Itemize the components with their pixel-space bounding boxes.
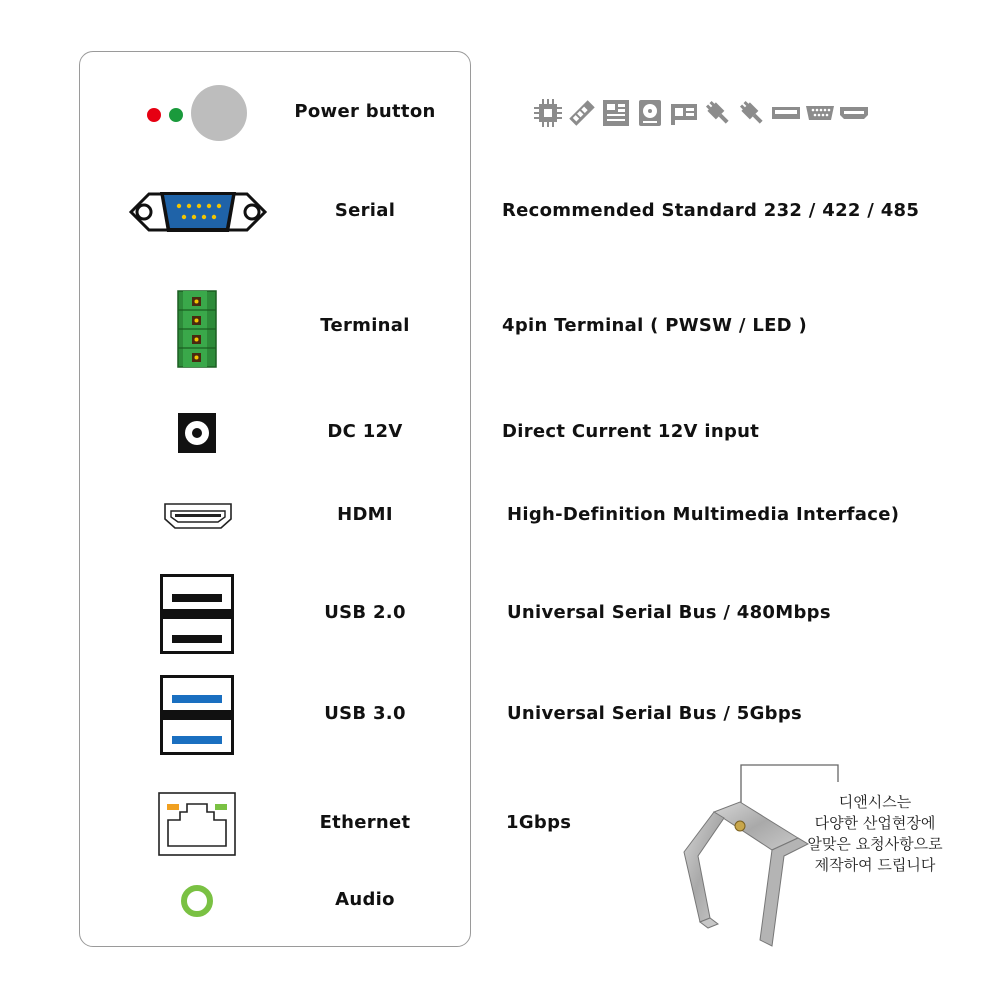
power-button-icon: [140, 82, 250, 144]
serial-port-icon: [127, 186, 269, 238]
terminal-block-icon: [177, 290, 217, 368]
port-desc-terminal: 4pin Terminal ( PWSW / LED ): [502, 315, 808, 336]
port-label-terminal: Terminal: [320, 315, 410, 336]
hdmi-port-icon: [163, 502, 233, 530]
ram-icon: [567, 98, 597, 128]
bracket-note: [790, 792, 960, 876]
port-label-ethernet: Ethernet: [319, 812, 411, 833]
port-desc-usb3: Universal Serial Bus / 5Gbps: [507, 703, 803, 724]
hardware-icon-row: [533, 98, 869, 128]
port-label-serial: Serial: [334, 200, 396, 221]
port-desc-hdmi: High-Definition Multimedia Interface): [507, 504, 900, 525]
port-label-power: Power button: [294, 101, 436, 122]
usb-port-icon: [771, 98, 801, 128]
bracket-note-line: 알맞은 요청사항으로: [807, 835, 943, 853]
port-desc-serial: Recommended Standard 232 / 422 / 485: [502, 200, 920, 221]
hdmi-port-icon: [839, 98, 869, 128]
bracket-note-line: 다양한 산업현장에: [814, 814, 936, 832]
usb2-port-icon: [160, 574, 234, 654]
port-desc-usb2: Universal Serial Bus / 480Mbps: [507, 602, 831, 623]
bracket-note-line: 제작하여 드립니다: [814, 856, 936, 874]
serial-port-icon: [805, 98, 835, 128]
port-label-usb2: USB 2.0: [324, 602, 406, 623]
audio-jack-icon: [180, 884, 214, 918]
cpu-icon: [533, 98, 563, 128]
graphics-card-icon: [669, 98, 699, 128]
port-desc-ethernet: 1Gbps: [506, 812, 572, 833]
port-label-usb3: USB 3.0: [324, 703, 406, 724]
bracket-note-line: 디앤시스는: [838, 793, 912, 811]
usb3-port-icon: [160, 675, 234, 755]
port-label-dc: DC 12V: [327, 421, 403, 442]
ethernet-port-icon: [158, 792, 236, 856]
motherboard-icon: [601, 98, 631, 128]
port-desc-dc: Direct Current 12V input: [502, 421, 760, 442]
port-label-hdmi: HDMI: [337, 504, 393, 525]
hdd-icon: [635, 98, 665, 128]
port-label-audio: Audio: [335, 889, 395, 910]
cable-plug-icon: [703, 98, 733, 128]
cable-plug-icon: [737, 98, 767, 128]
dc-jack-icon: [178, 413, 216, 453]
